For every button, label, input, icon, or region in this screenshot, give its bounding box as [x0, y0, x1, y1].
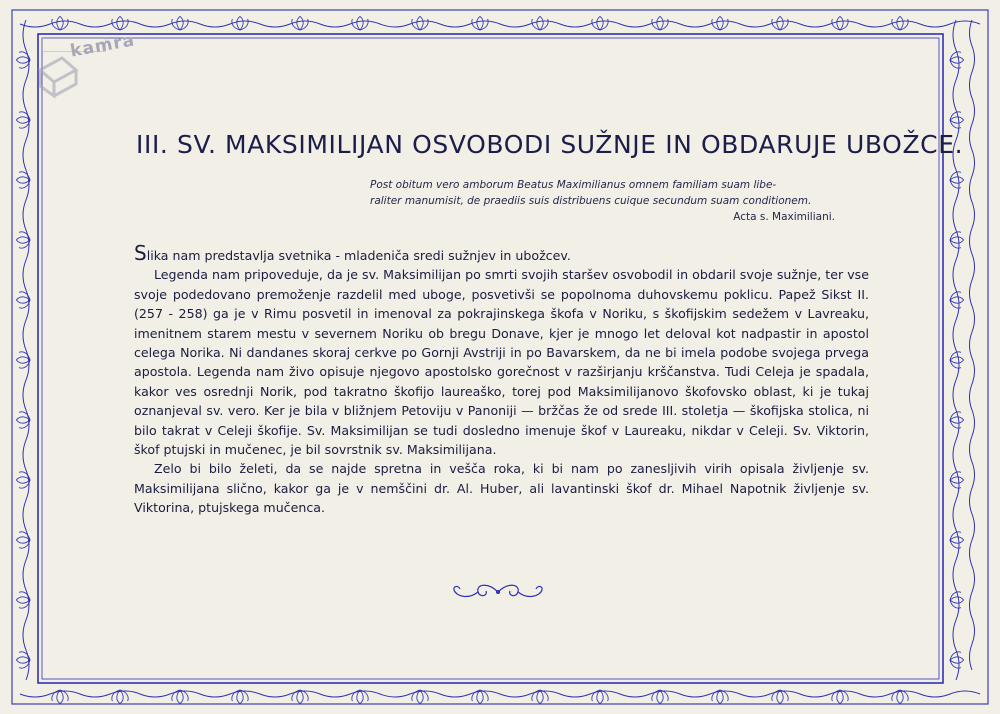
paragraph-intro [134, 241, 869, 265]
page-title: III. SV. MAKSIMILIJAN OSVOBODI SUŽNJE IN OBDARUJE UBOŽCE. [136, 130, 964, 159]
paragraph-wish: Zelo bi bilo želeti, da se najde spretna in vešča roka, ki bi nam po zanesljivih virih opisala življenje sv. Maksimilijana slično, kakor ga je v nemščini dr. Al. Huber, ali lavantinski škof dr. Mihael Napotnik življenje sv. Viktorina, ptujskega mučenca. [134, 461, 869, 516]
drop-cap: S [134, 241, 147, 265]
paragraph-intro-text: lika nam predstavlja svetnika - mladeniča sredi sužnjev in ubožcev. [146, 248, 571, 263]
decorative-ornament-icon [448, 580, 548, 604]
quote-line: raliter manumisit, de praediis suis distribuens cuique secundum suam conditionem. [370, 195, 812, 207]
body-text [134, 241, 869, 518]
quote-source: Acta s. Maximiliani. [733, 211, 835, 223]
watermark-text: kamra [68, 30, 137, 62]
quote-line: Post obitum vero amborum Beatus Maximilianus omnem familiam suam libe- [370, 179, 777, 191]
paragraph-legend: Legenda nam pripoveduje, da je sv. Maksimilijan po smrti svojih staršev osvobodil in obdaril svoje sužnje, ter vse svoje podedovano premoženje razdelil med uboge, posvetivši se popolnoma duhovskemu poklicu. Papež Sikst II. (257 - 258) ga je v Rimu posvetil in imenoval za pokrajinskega škofa v Noriku, s škofijskim sedežem v Lavreaku, imenitnem starem mestu v severnem Noriku ob bregu Donave, kjer je mnogo let deloval kot nadpastir in apostol celega Norika. Ni dandanes skoraj cerkve po Gornji Avstriji in po Bavarskem, da ne bi imela podobe svojega prvega apostola. Legenda nam živo opisuje njegovo apostolsko gorečnost v razširjanju krščanstva. Tudi Celeja je spadala, kakor ves osrednji Norik, pod takratno škofijo laureaško, torej pod Maksimilijanovo škofovsko oblast, ki je tukaj oznanjeval sv. vero. Ker je bila v bližnjem Petoviju v Panoniji — bržčas že od srede III. stoletja — škofijska stolica, ni bilo takrat v Celeji škofije. Sv. Maksimilijan se tudi dosledno imenuje škof v Laureaku, nikdar v Celeji. Sv. Viktorin, škof ptujski in mučenec, je bil sovrstnik sv. Maksimilijana. [134, 267, 869, 458]
latin-quote [370, 177, 875, 225]
